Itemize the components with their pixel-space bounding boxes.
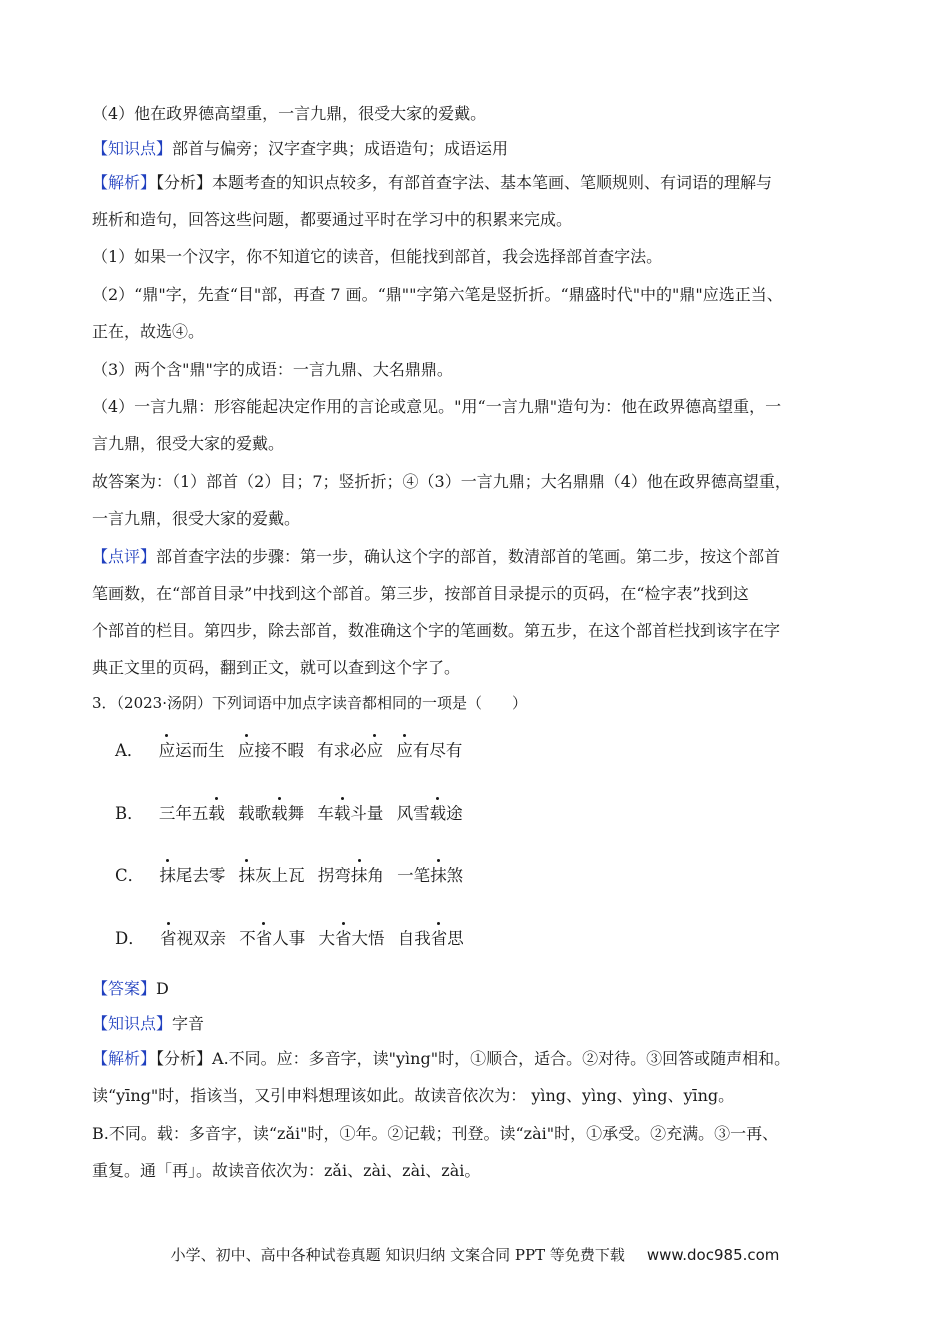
analysis-line-2: 班析和造句，回答这些问题，都要通过平时在学习中的积累来完成。 — [92, 210, 573, 229]
option-word: 风雪载途 — [396, 804, 463, 823]
knowledge-tag: 【知识点】 — [92, 139, 173, 158]
option-word: 省视双亲 — [159, 929, 226, 948]
knowledge-text: 部首与偏旁；汉字查字典；成语造句；成语运用 — [172, 139, 509, 158]
dotted-char: 载 — [333, 804, 351, 823]
option-label: B． — [115, 804, 144, 823]
analysis-2-line-2: 读“yīng"时，指该当，又引申料想理该如此。故读音依次为： yìng、yìng、yìng、yīng。 — [92, 1086, 735, 1105]
answer-line-4: （4）他在政界德高望重，一言九鼎，很受大家的爱戴。 — [92, 104, 487, 123]
option-word: 抹灰上瓦 — [238, 866, 305, 885]
dotted-char: 省 — [430, 929, 448, 948]
comment-line-3: 个部首的栏目。第四步，除去部首，数准确这个字的笔画数。第五步，在这个部首栏找到该字在字 — [92, 621, 781, 640]
knowledge-text-2: 字音 — [172, 1014, 205, 1033]
option-a[interactable] — [115, 740, 470, 762]
analysis-2-line-1 — [92, 1048, 790, 1070]
dotted-char: 省 — [255, 929, 273, 948]
option-word: 不省人事 — [239, 929, 306, 948]
dotted-char: 抹 — [238, 866, 256, 885]
option-word: 三年五载 — [158, 804, 225, 823]
option-word: 应接不暇 — [237, 741, 304, 760]
dotted-char: 载 — [429, 804, 447, 823]
dotted-char: 应 — [366, 741, 384, 760]
answer-value: D — [156, 979, 169, 998]
footer-url[interactable]: www.doc985.com — [646, 1246, 780, 1264]
analysis-p2a: （2）“鼎"字，先查“目"部，再查 7 画。“鼎""字第六笔是竖折折。“鼎盛时代"中的"鼎"应选正当、 — [92, 285, 783, 304]
option-word: 载歌载舞 — [238, 804, 305, 823]
knowledge-point-line — [92, 138, 508, 160]
comment-line-2: 笔画数，在“部首目录”中找到这个部首。第三步，按部首目录提示的页码，在“检字表”找到这 — [92, 584, 749, 603]
option-word: 应有尽有 — [396, 741, 463, 760]
page-footer — [0, 1244, 950, 1265]
option-word: 拐弯抹角 — [317, 866, 384, 885]
dotted-char: 抹 — [430, 866, 447, 885]
final-answer-b: 一言九鼎，很受大家的爱戴。 — [92, 509, 301, 528]
footer-text: 小学、初中、高中各种试卷真题 知识归纳 文案合同 PPT 等免费下载 — [170, 1246, 625, 1264]
dotted-char: 应 — [396, 741, 413, 760]
option-word: 自我省思 — [397, 929, 464, 948]
option-word: 一笔抹煞 — [397, 866, 464, 885]
comment-tag: 【点评】 — [92, 547, 157, 566]
analysis-p4a: （4）一言九鼎：形容能起决定作用的言论或意见。"用“一言九鼎"造句为：他在政界德高望重，一 — [92, 397, 782, 416]
analysis-2-line-3: B.不同。载：多音字，读“zǎi"时，①年。②记载；刊登。读“zài"时，①承受。②充满。③一再、 — [92, 1124, 779, 1143]
option-label: A． — [115, 741, 144, 760]
analysis-line-1 — [92, 172, 772, 194]
analysis-p1: （1）如果一个汉字，你不知道它的读音，但能找到部首，我会选择部首查字法。 — [92, 247, 663, 266]
final-answer-a: 故答案为：（1）部首（2）目；7；竖折折；④（3）一言九鼎；大名鼎鼎（4）他在政界德高望重， — [92, 472, 791, 491]
option-d[interactable] — [115, 928, 472, 950]
option-word: 有求必应 — [317, 741, 384, 760]
question-3-stem: 3．（2023·汤阴）下列词语中加点字读音都相同的一项是（ ） — [92, 694, 527, 712]
dotted-char: 载 — [271, 804, 288, 823]
analysis-2-text-1: 【分析】A.不同。应：多音字，读"yìng"时，①顺合，适合。②对待。③回答或随声相和。 — [156, 1049, 791, 1068]
option-word: 应运而生 — [158, 741, 225, 760]
option-word: 车载斗量 — [317, 804, 384, 823]
knowledge-point-line-2 — [92, 1013, 204, 1035]
dotted-char: 应 — [237, 741, 255, 760]
option-word: 大省大悟 — [318, 929, 385, 948]
analysis-tag: 【解析】 — [92, 173, 157, 192]
analysis-text-1: 【分析】本题考查的知识点较多，有部首查字法、基本笔画、笔顺规则、有词语的理解与 — [156, 173, 773, 192]
option-c[interactable] — [115, 865, 471, 887]
analysis-p2b: 正在，故选④。 — [92, 322, 205, 341]
comment-line-4: 典正文里的页码，翻到正文，就可以查到这个字了。 — [92, 658, 461, 677]
dotted-char: 省 — [159, 929, 177, 948]
option-label: D． — [115, 929, 145, 948]
analysis-2-line-4: 重复。通「再」。故读音依次为：zǎi、zài、zài、zài。 — [92, 1161, 481, 1180]
option-b[interactable] — [115, 803, 471, 825]
analysis-tag-2: 【解析】 — [92, 1049, 157, 1068]
dotted-char: 省 — [334, 929, 352, 948]
dotted-char: 抹 — [350, 866, 368, 885]
option-word: 抹尾去零 — [159, 866, 226, 885]
dotted-char: 载 — [208, 804, 225, 823]
comment-line-1 — [92, 546, 780, 568]
answer-line — [92, 978, 169, 1000]
comment-text-1: 部首查字法的步骤：第一步，确认这个字的部首，数清部首的笔画。第二步，按这个部首 — [156, 547, 781, 566]
dotted-char: 抹 — [159, 866, 176, 885]
option-label: C． — [115, 866, 145, 885]
dotted-char: 应 — [158, 741, 176, 760]
answer-tag: 【答案】 — [92, 979, 157, 998]
analysis-p4b: 言九鼎，很受大家的爱戴。 — [92, 434, 285, 453]
analysis-p3: （3）两个含"鼎"字的成语：一言九鼎、大名鼎鼎。 — [92, 360, 453, 379]
knowledge-tag-2: 【知识点】 — [92, 1014, 173, 1033]
